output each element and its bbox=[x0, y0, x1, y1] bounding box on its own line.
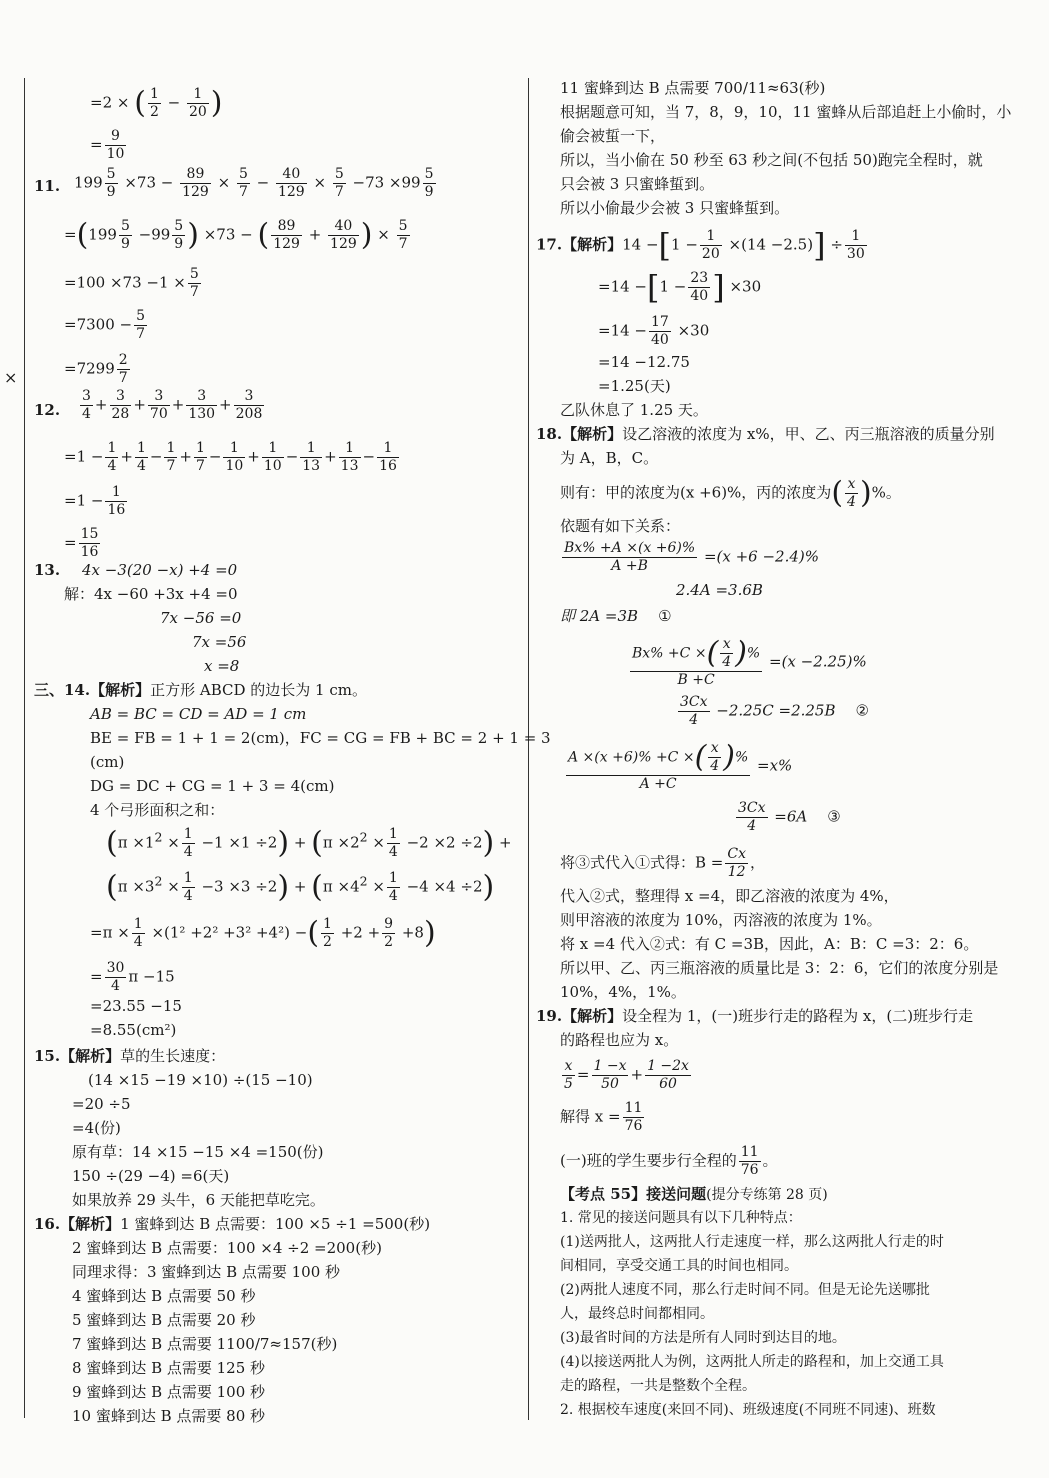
eq-line: ($\pi \times 3^2$ × $\frac{1}{4}$ $-3 \times 3 \div 2) + (\pi \times 4^2$ × $\frac{1}{4}$ −4 ×4 ÷2) bbox=[106, 869, 495, 905]
solution-line: 5 蜜蜂到达 B 点需要 20 秒 bbox=[72, 1311, 256, 1329]
section-heading: 【考点 55】接送问题(提分专练第 28 页) bbox=[560, 1185, 828, 1203]
solution-line: 2 蜜蜂到达 B 点需要：100 ×4 ÷2 =200(秒) bbox=[72, 1239, 382, 1257]
solution-line: 则有：甲的浓度为(x +6)%，丙的浓度为( $\frac{x}{4}$ )%。 bbox=[560, 475, 901, 511]
eq-line: =π × $\frac{1}{4}$ ×(1² +2² +3² +4²) −( $\frac{1}{2}$ +2 + $\frac{9}{2}$ +8) bbox=[90, 915, 436, 951]
note-line: (4)以接送两批人为例，这两批人所走的路程和，加上交通工具 bbox=[560, 1354, 944, 1370]
eq-line: 解：4x −60 +3x +4 =0 bbox=[64, 585, 238, 603]
solution-line: 19.【解析】设全程为 1，(一)班步行走的路程为 x，(二)班步行走 bbox=[536, 1007, 974, 1025]
eq-line: =23.55 −15 bbox=[90, 997, 182, 1015]
solution-line: 所以甲、乙、丙三瓶溶液的质量比是 3：2：6，它们的浓度分别是 bbox=[560, 959, 999, 977]
solution-line: 同理求得：3 蜜蜂到达 B 点需要 100 秒 bbox=[72, 1263, 341, 1281]
eq-line: x =8 bbox=[204, 657, 240, 675]
eq-line: =7299 $\frac{2}{7}$ bbox=[64, 352, 128, 386]
note-line: 间相同，享受交通工具的时间也相同。 bbox=[560, 1258, 798, 1274]
solution-line: 7 蜜蜂到达 B 点需要 1100/7≈157(秒) bbox=[72, 1335, 338, 1353]
eq-line: $\frac{3Cx}{4}$ =6A ③ bbox=[738, 800, 841, 834]
solution-line: 乙队休息了 1.25 天。 bbox=[560, 401, 708, 419]
problem-number: 11. bbox=[34, 177, 61, 195]
eq-line: 17.【解析】14 −[1 − $\frac{1}{20}$ ×(14 −2.5)] ÷ $\frac{1}{30}$ bbox=[536, 226, 865, 265]
solution-line: BE = FB = 1 + 1 = 2(cm)，FC = CG = FB + BC = 2 + 1 = 3 bbox=[90, 729, 551, 747]
column-divider bbox=[528, 78, 529, 1420]
solution-line: =4(份) bbox=[72, 1119, 121, 1137]
eq-line: =7300 − $\frac{5}{7}$ bbox=[64, 308, 146, 342]
solution-line: 如果放养 29 头牛，6 天能把草吃完。 bbox=[72, 1191, 325, 1209]
solution-line: 10 蜜蜂到达 B 点需要 80 秒 bbox=[72, 1407, 266, 1425]
note-line: 人，最终总时间都相同。 bbox=[560, 1306, 714, 1322]
note-line: (2)两批人速度不同，那么行走时间不同。但是无论先送哪批 bbox=[560, 1282, 930, 1298]
solution-line: 11 蜜蜂到达 B 点需要 700/11≈63(秒) bbox=[560, 79, 826, 97]
eq-line: 解得 x = $\frac{11}{76}$ bbox=[560, 1100, 643, 1134]
eq-line: 7x =56 bbox=[192, 633, 247, 651]
solution-line: 的路程也应为 x。 bbox=[560, 1031, 679, 1049]
eq-line: $\frac{x}{5}$ = $\frac{1 -x}{50}$ + $\frac{1 -2x}{60}$ bbox=[564, 1058, 689, 1092]
solution-line: 代入②式，整理得 x =4，即乙溶液的浓度为 4%， bbox=[560, 887, 899, 905]
eq-line: $\frac{3}{4}$ + $\frac{3}{28}$ + $\frac{3}{70}$ + $\frac{3}{130}$ + $\frac{3}{208}$ bbox=[82, 388, 263, 422]
solution-line: 8 蜜蜂到达 B 点需要 125 秒 bbox=[72, 1359, 266, 1377]
note-line: 走的路程，一共是整数个全程。 bbox=[560, 1378, 756, 1394]
solution-line: (一)班的学生要步行全程的 $\frac{11}{76}$ 。 bbox=[560, 1144, 778, 1178]
eq-line: =1.25(天) bbox=[598, 377, 671, 395]
eq-line: =14 −12.75 bbox=[598, 353, 690, 371]
solution-line: DG = DC + CG = 1 + 3 = 4(cm) bbox=[90, 777, 335, 795]
solution-line: (cm) bbox=[90, 753, 125, 771]
problem-number: 12. bbox=[34, 401, 61, 419]
eq-line: =14 −[1 − $\frac{23}{40}$ ] ×30 bbox=[598, 268, 762, 307]
side-mark: × bbox=[4, 368, 18, 387]
solution-line: 所以小偷最少会被 3 只蜜蜂蜇到。 bbox=[560, 199, 790, 217]
eq-line: 199 $\frac{5}{9}$ ×73 − $\frac{89}{129}$ × $\frac{5}{7}$ − $\frac{40}{129}$ × $\frac{5}{7}$ −73 ×99 $\frac{5}{9}$ bbox=[74, 166, 434, 200]
left-margin-rule bbox=[24, 78, 25, 1418]
eq-line: = $\frac{9}{10}$ bbox=[90, 128, 125, 162]
eq-line: =(199 $\frac{5}{9}$ −99 $\frac{5}{9}$ ) ×73 − ( $\frac{89}{129}$ + $\frac{40}{129}$ ) × $\frac{5}{7}$ bbox=[64, 217, 408, 253]
eq-line: =2 × ( $\frac{1}{2}$ − $\frac{1}{20}$ ) bbox=[90, 85, 223, 121]
note-line: (1)送两批人，这两批人行走速度一样，那么这两批人行走的时 bbox=[560, 1234, 944, 1250]
eq-line: ($\pi \times 1^2$ × $\frac{1}{4}$ $-1 \times 1 \div 2) + (\pi \times 2^2$ × $\frac{1}{4}$ −2 ×2 ÷2) + bbox=[106, 825, 512, 861]
solution-line: 9 蜜蜂到达 B 点需要 100 秒 bbox=[72, 1383, 266, 1401]
eq-line: $\frac{Bx\% +A \times(x +6)\%}{A +B}$ =(x +6 −2.4)% bbox=[564, 540, 819, 574]
solution-line: 三、14.【解析】正方形 ABCD 的边长为 1 cm。 bbox=[34, 681, 367, 699]
eq-line: =8.55(cm²) bbox=[90, 1021, 177, 1039]
solution-line: 10%，4%，1%。 bbox=[560, 983, 686, 1001]
eq-line: 即 2A =3B ① bbox=[560, 607, 672, 625]
solution-line: 将③式代入①式得：B = $\frac{Cx}{12}$ ， bbox=[560, 846, 765, 880]
eq-line: =100 ×73 −1 × $\frac{5}{7}$ bbox=[64, 266, 199, 300]
eq-line: 4x −3(20 −x) +4 =0 bbox=[82, 561, 238, 579]
solution-line: 原有草：14 ×15 −15 ×4 =150(份) bbox=[72, 1143, 324, 1161]
solution-line: AB = BC = CD = AD = 1 cm bbox=[90, 705, 307, 723]
solution-line: 所以，当小偷在 50 秒至 63 秒之间(不包括 50)跑完全程时，就 bbox=[560, 151, 983, 169]
eq-line: 7x −56 =0 bbox=[160, 609, 242, 627]
solution-line: 18.【解析】设乙溶液的浓度为 x%，甲、乙、丙三瓶溶液的质量分别 bbox=[536, 425, 995, 443]
solution-line: 根据题意可知，当 7，8，9，10，11 蜜蜂从后部追赶上小偷时，小 bbox=[560, 103, 1012, 121]
solution-line: 16.【解析】1 蜜蜂到达 B 点需要：100 ×5 ÷1 =500(秒) bbox=[34, 1215, 431, 1233]
note-line: 1. 常见的接送问题具有以下几种特点： bbox=[560, 1210, 802, 1226]
solution-line: 150 ÷(29 −4) =6(天) bbox=[72, 1167, 230, 1185]
solution-line: 4 个弓形面积之和： bbox=[90, 801, 225, 819]
eq-line: A ×(x +6)% +C ×( $\frac{x}{4}$ )% A +C =x% bbox=[568, 739, 793, 792]
note-line: (3)最省时间的方法是所有人同时到达目的地。 bbox=[560, 1330, 846, 1346]
solution-line: (14 ×15 −19 ×10) ÷(15 −10) bbox=[88, 1071, 313, 1089]
eq-line: Bx% +C ×( $\frac{x}{4}$ )% B +C =(x −2.25)% bbox=[632, 635, 867, 688]
solution-line: 只会被 3 只蜜蜂蜇到。 bbox=[560, 175, 715, 193]
solution-line: 则甲溶液的浓度为 10%，丙溶液的浓度为 1%。 bbox=[560, 911, 882, 929]
solution-line: 依题有如下关系： bbox=[560, 517, 681, 535]
eq-line: $\frac{3Cx}{4}$ −2.25C =2.25B ② bbox=[680, 694, 869, 728]
eq-line: =14 − $\frac{17}{40}$ ×30 bbox=[598, 314, 710, 348]
eq-line: =1 − $\frac{1}{16}$ bbox=[64, 484, 126, 518]
eq-line: 2.4A =3.6B bbox=[676, 581, 763, 599]
solution-line: 为 A，B，C。 bbox=[560, 449, 659, 467]
solution-line: 15.【解析】草的生长速度： bbox=[34, 1047, 226, 1065]
solution-line: 偷会被蜇一下， bbox=[560, 127, 666, 145]
note-line: 2. 根据校车速度(来回不同)、班级速度(不同班不同速)、班数 bbox=[560, 1402, 936, 1418]
solution-line: 4 蜜蜂到达 B 点需要 50 秒 bbox=[72, 1287, 256, 1305]
problem-number: 13. bbox=[34, 561, 61, 579]
eq-line: = $\frac{30}{4}$ π −15 bbox=[90, 960, 175, 994]
solution-line: 将 x =4 代入②式：有 C =3B，因此，A：B：C =3：2：6。 bbox=[560, 935, 979, 953]
eq-line: = $\frac{15}{16}$ bbox=[64, 526, 99, 560]
solution-line: =20 ÷5 bbox=[72, 1095, 131, 1113]
eq-line: =1 − $\frac{1}{4}$ + $\frac{1}{4}$ − $\frac{1}{7}$ + $\frac{1}{7}$ − $\frac{1}{10}$ + $\frac{1}{10}$ − $\frac{1}{13}$ + $\frac{1}{13}$ − $\frac{1}{16}$ bbox=[64, 440, 397, 474]
